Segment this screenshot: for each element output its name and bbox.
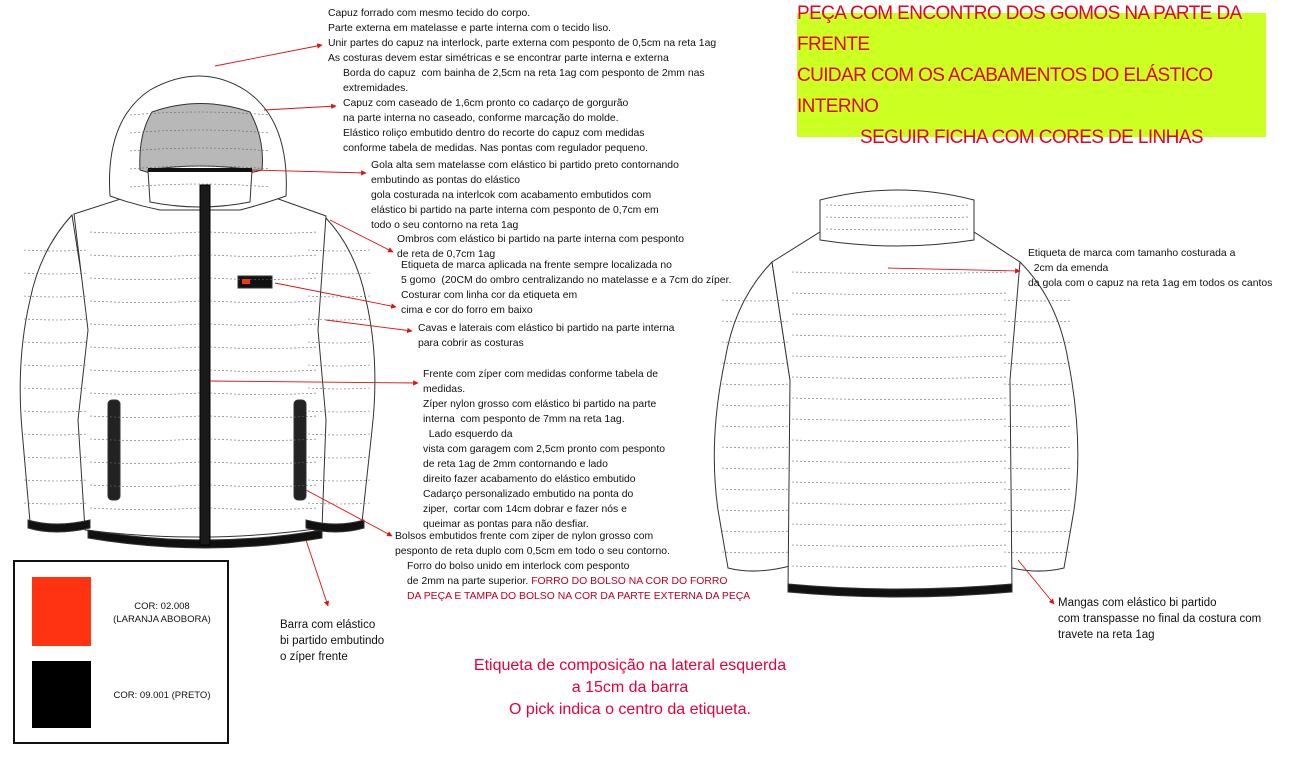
banner-line-3: SEGUIR FICHA COM CORES DE LINHAS [860, 126, 1203, 148]
sleeves-note: Mangas com elástico bi partido com transpasse no final da costura com travete na reta 1ag [1058, 597, 1262, 641]
banner-line-1: PEÇA COM ENCONTRO DOS GOMOS NA PARTE DA FRENTE [797, 2, 1241, 55]
swatch-orange-label: COR: 02.008 (LARANJA ABOBORA) [113, 601, 211, 625]
bottom-note-line-3: O pick indica o centro da etiqueta. [509, 701, 751, 718]
left-pocket-zipper [108, 400, 120, 500]
bottom-note-line-2: a 15cm da barra [571, 679, 689, 696]
swatch-orange [32, 577, 91, 646]
pockets-note: Bolsos embutidos frente com ziper de nylon grosso com pesponto de reta duplo com 0,5cm em todo o seu contorno. Forro do bolso unido em interlock com pesponto de 2mm na parte superior. FORRO DO BOLSO NA COR DO FORRO DA PEÇA E TAMPA DO BOLSO NA COR DA PARTE EXTERNA DA PEÇA [395, 531, 751, 602]
front-jacket [20, 76, 375, 548]
swatch-black-label: COR: 09.001 (PRETO) [113, 690, 211, 701]
back-label-note: Etiqueta de marca com tamanho costurada a 2cm da emenda da gola com o capuz na reta 1ag em todos os cantos [1028, 248, 1273, 289]
back-body [772, 216, 1020, 595]
hem-note: Barra com elástico bi partido embutindo o zíper frente [280, 619, 385, 663]
front-zipper-note: Frente com zíper com medidas conforme tabela de medidas. Zíper nylon grosso com elástico bi partido na parte interna com pesponto de 7mm na reta 1ag. Lado esquerdo da vista com garagem com 2,5cm pronto com pesponto de reta 1ag de 2mm contornando e lado direito fazer acabamento do elástico embutido Cadarço personalizado embutido na ponta do ziper, cortar com 14cm dobrar e fazer nós e queimar as pontas para não desfiar. [423, 369, 665, 530]
banner-line-2: CUIDAR COM OS ACABAMENTOS DO ELÁSTICO INTERNO [797, 64, 1213, 117]
bottom-note-line-1: Etiqueta de composição na lateral esquerda [473, 657, 787, 674]
swatch-black [32, 661, 91, 728]
back-jacket [714, 190, 1078, 597]
armholes-note: Cavas e laterais com elástico bi partido na parte interna para cobrir as costuras [418, 323, 675, 349]
warning-banner [797, 2, 1266, 148]
hood-note: Capuz forrado com mesmo tecido do corpo. Parte externa em matelasse e parte interna com o tecido liso. Unir partes do capuz na interlock, parte externa com pesponto de 0,5cm na reta 1ag As costuras devem estar simétricas e se encontrar parte interna e externa [328, 8, 717, 64]
collar-note: Gola alta sem matelasse com elástico bi partido preto contornando embutindo as pontas do elástico gola costurada na interlcok com acabamento embutidos com elástico bi partido na parte interna com pesponto de 0,7cm em todo o seu contorno na reta 1ag [371, 160, 679, 231]
shoulders-note: Ombros com elástico bi partido na parte interna com pesponto de reta de 0,7cm 1ag [397, 234, 685, 260]
hood-edge-note: Borda do capuz com bainha de 2,5cm na reta 1ag com pesponto de 2mm nas extremidades. Capuz com caseado de 1,6cm pronto co cadarço de gorgurão na parte interna no caseado, conforme marcação do molde. Elástico roliço embutido dentro do recorte do capuz com medidas conforme tabela de medidas. Nas pontas com regulador pequeno. [343, 68, 705, 154]
composition-label-note [430, 655, 830, 721]
color-legend [13, 560, 229, 744]
brand-label-note: Etiqueta de marca aplicada na frente sempre localizada no 5 gomo (20CM do ombro centralizando no matelasse e a 7cm do zíper. Costurar com linha cor da etiqueta em cima e cor do forro em baixo [401, 260, 732, 316]
hood-lining [140, 104, 263, 177]
back-collar [820, 190, 974, 246]
front-zipper [200, 185, 210, 545]
right-pocket-zipper [294, 400, 306, 500]
